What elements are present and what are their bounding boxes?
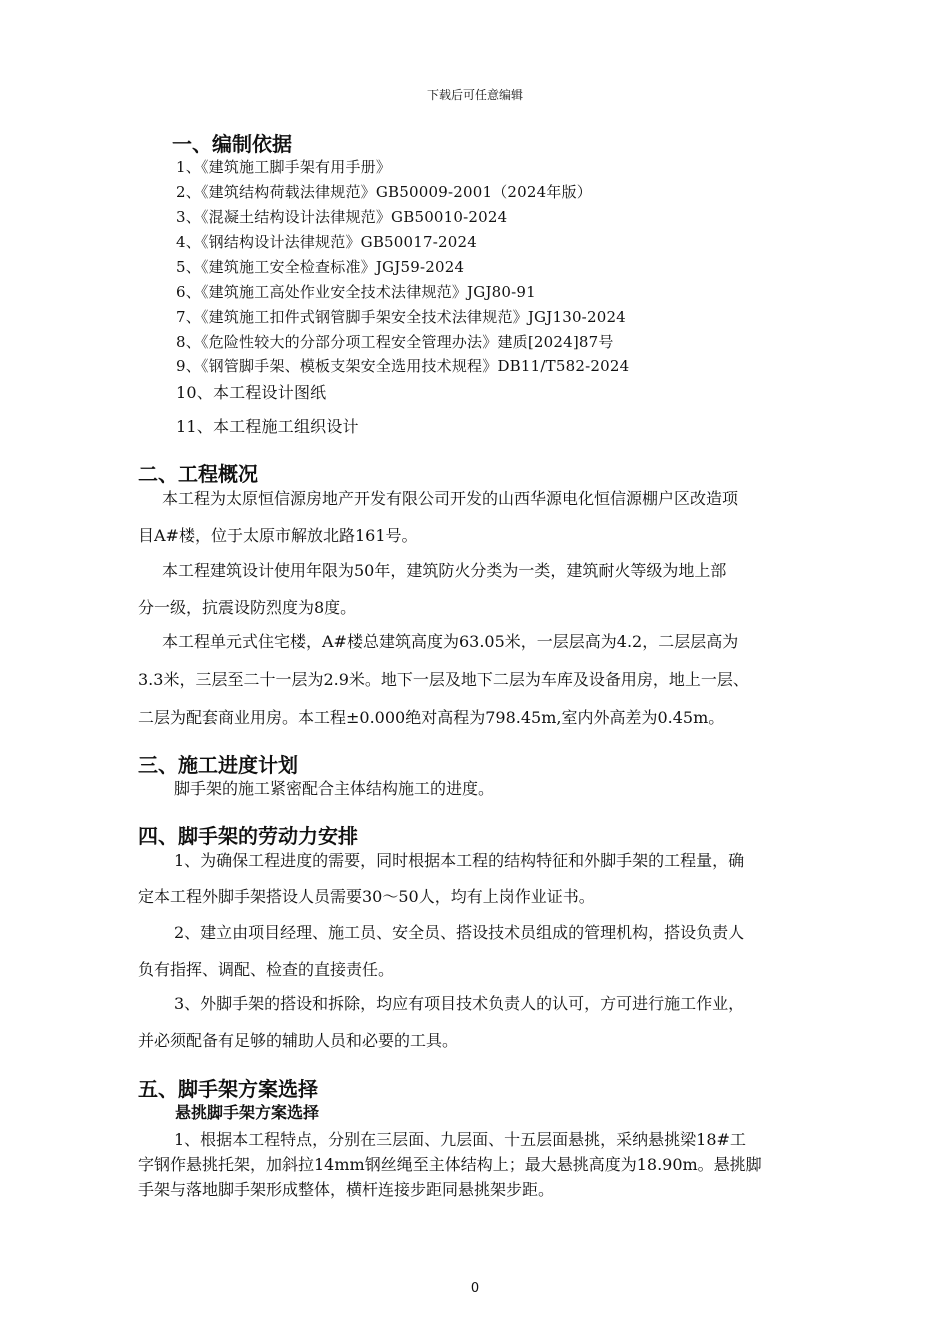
list-item: 4、《钢结构设计法律规范》GB50017-2024 <box>176 233 478 251</box>
list-item: 10、本工程设计图纸 <box>176 383 327 402</box>
section-title-plan: 五、脚手架方案选择 <box>138 1077 318 1101</box>
paragraph-line: 定本工程外脚手架搭设人员需要30～50人，均有上岗作业证书。 <box>138 887 595 906</box>
page-header: 下载后可任意编辑 <box>426 88 523 102</box>
paragraph-line: 1、根据本工程特点，分别在三层面、九层面、十五层面悬挑，采纳悬挑梁18#工 <box>174 1130 746 1149</box>
page-number: 0 <box>470 1281 480 1296</box>
list-item: 1、《建筑施工脚手架有用手册》 <box>176 158 392 176</box>
paragraph-line: 1、为确保工程进度的需要，同时根据本工程的结构特征和外脚手架的工程量，确 <box>174 851 745 870</box>
list-item: 9、《钢管脚手架、模板支架安全选用技术规程》DB11/T582-2024 <box>176 357 630 375</box>
list-item: 6、《建筑施工高处作业安全技术法律规范》JGJ80-91 <box>176 283 536 301</box>
paragraph-line: 二层为配套商业用房。本工程±0.000绝对高程为798.45m,室内外高差为0.45m。 <box>138 708 725 727</box>
section-title-overview: 二、工程概况 <box>138 462 258 486</box>
paragraph-line: 本工程单元式住宅楼，A#楼总建筑高度为63.05米，一层层高为4.2，二层层高为 <box>162 632 739 651</box>
paragraph-line: 并必须配备有足够的辅助人员和必要的工具。 <box>138 1031 459 1050</box>
paragraph-line: 手架与落地脚手架形成整体，横杆连接步距同悬挑架步距。 <box>138 1180 555 1199</box>
paragraph-line: 3.3米，三层至二十一层为2.9米。地下一层及地下二层为车库及设备用房，地上一层、 <box>138 670 749 689</box>
paragraph-line: 本工程建筑设计使用年限为50年，建筑防火分类为一类，建筑耐火等级为地上部 <box>162 561 727 580</box>
list-item: 7、《建筑施工扣件式钢管脚手架安全技术法律规范》JGJ130-2024 <box>176 308 626 326</box>
section-title-schedule: 三、施工进度计划 <box>138 753 298 777</box>
paragraph-line: 负有指挥、调配、检查的直接责任。 <box>138 960 395 979</box>
paragraph-line: 字钢作悬挑托架，加斜拉14mm钢丝绳至主体结构上；最大悬挑高度为18.90m。悬挑脚 <box>138 1155 762 1174</box>
section-title-basis: 一、编制依据 <box>172 132 292 156</box>
subsection-title: 悬挑脚手架方案选择 <box>175 1103 320 1122</box>
paragraph-line: 目A#楼，位于太原市解放北路161号。 <box>138 526 418 545</box>
paragraph-line: 2、建立由项目经理、施工员、安全员、搭设技术员组成的管理机构，搭设负责人 <box>174 923 745 942</box>
paragraph-line: 分一级，抗震设防烈度为8度。 <box>138 598 357 617</box>
paragraph-line: 本工程为太原恒信源房地产开发有限公司开发的山西华源电化恒信源棚户区改造项 <box>162 489 739 508</box>
list-item: 3、《混凝土结构设计法律规范》GB50010-2024 <box>176 208 508 226</box>
list-item: 11、本工程施工组织设计 <box>176 417 359 436</box>
list-item: 5、《建筑施工安全检查标准》JGJ59-2024 <box>176 258 465 276</box>
section-title-labor: 四、脚手架的劳动力安排 <box>138 824 358 848</box>
paragraph-line: 脚手架的施工紧密配合主体结构施工的进度。 <box>174 779 495 798</box>
list-item: 2、《建筑结构荷载法律规范》GB50009-2001（2024年版） <box>176 183 592 201</box>
list-item: 8、《危险性较大的分部分项工程安全管理办法》建质[2024]87号 <box>176 333 614 351</box>
paragraph-line: 3、外脚手架的搭设和拆除，均应有项目技术负责人的认可，方可进行施工作业， <box>174 994 745 1013</box>
